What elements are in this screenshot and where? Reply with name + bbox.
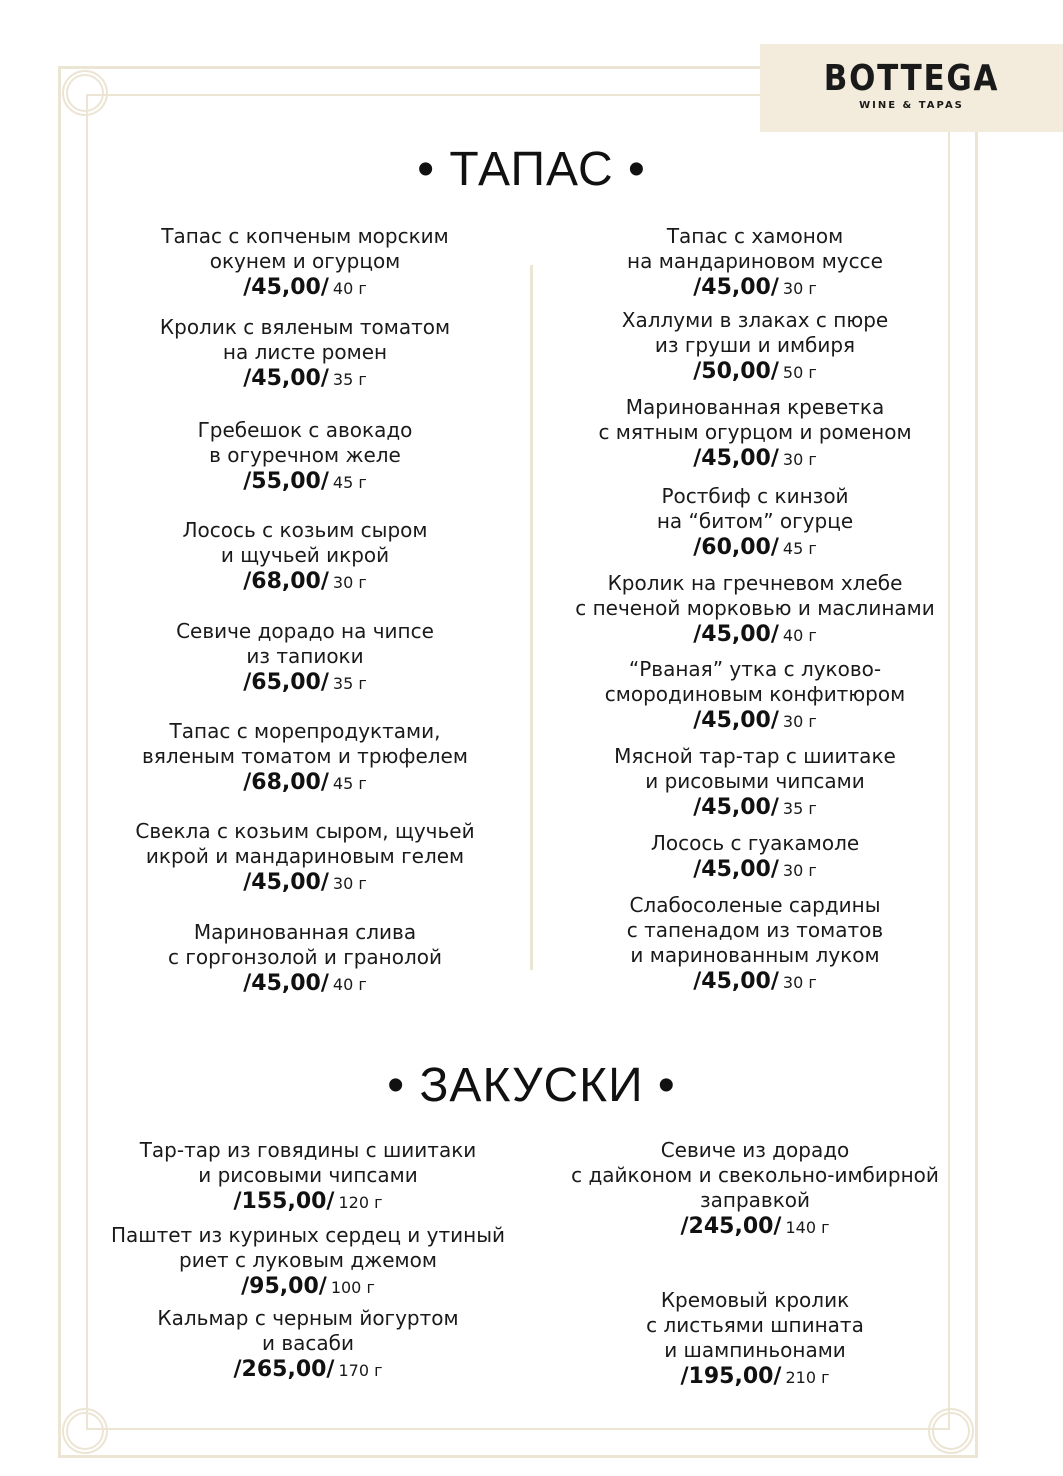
menu-item [545, 831, 965, 885]
menu-item-name: и шампиньонами [664, 1338, 846, 1362]
menu-item-price: /55,00/ [243, 469, 329, 494]
menu-item-price: /45,00/ [243, 275, 329, 300]
menu-item [545, 657, 965, 736]
menu-item-name: “Рваная” утка с луково- [628, 657, 882, 681]
menu-item-weight: 35 г [332, 370, 367, 389]
menu-item-price-line [545, 856, 965, 885]
menu-item-price: /68,00/ [243, 770, 329, 795]
menu-item-name: и рисовыми чипсами [645, 769, 865, 793]
menu-item [545, 893, 965, 997]
menu-item-name: Халлуми в злаках с пюре [621, 308, 889, 332]
menu-item [540, 1138, 970, 1242]
menu-item-weight: 30 г [782, 861, 817, 880]
menu-item-price-line [95, 869, 515, 898]
menu-item-name: на “битом” огурце [656, 509, 854, 533]
menu-item-weight: 120 г [338, 1193, 383, 1212]
brand-logo [760, 44, 1063, 132]
menu-item-price-line [545, 621, 965, 650]
menu-item [95, 719, 515, 798]
column-divider [530, 265, 533, 970]
menu-item-weight: 100 г [330, 1278, 375, 1297]
menu-item [545, 744, 965, 823]
menu-item-price: /265,00/ [233, 1357, 335, 1382]
menu-item [95, 518, 515, 597]
menu-item-price-line [88, 1273, 528, 1302]
menu-item-name: в огуречном желе [209, 443, 401, 467]
menu-item [95, 819, 515, 898]
menu-item-name: риет с луковым джемом [179, 1248, 437, 1272]
menu-item-name: вяленым томатом и трюфелем [142, 744, 468, 768]
menu-item-price: /68,00/ [243, 569, 329, 594]
menu-item-name: с мятным огурцом и роменом [598, 420, 912, 444]
menu-item-name: и маринованным луком [630, 943, 880, 967]
menu-item-price: /45,00/ [693, 969, 779, 994]
menu-item [95, 224, 515, 303]
menu-item-price-line [95, 365, 515, 394]
menu-item-name: Лосось с гуакамоле [650, 831, 860, 855]
menu-item [540, 1288, 970, 1392]
menu-item-name: Тар-тар из говядины с шиитаки [139, 1138, 477, 1162]
menu-item-price: /245,00/ [680, 1214, 782, 1239]
menu-item-name: Севиче дорадо на чипсе [176, 619, 434, 643]
menu-item-name: и рисовыми чипсами [198, 1163, 418, 1187]
menu-item-weight: 40 г [332, 279, 367, 298]
menu-item-price: /60,00/ [693, 535, 779, 560]
menu-item-name: с дайконом и свекольно-имбирной [571, 1163, 939, 1187]
menu-item-price-line [545, 794, 965, 823]
menu-item-price-line [88, 1188, 528, 1217]
menu-item-name: икрой и мандариновым гелем [145, 844, 465, 868]
menu-item [545, 308, 965, 387]
menu-item-name: и васаби [262, 1331, 354, 1355]
menu-item-name: Кролик с вяленым томатом [159, 315, 451, 339]
menu-item-price: /195,00/ [680, 1364, 782, 1389]
menu-item [95, 315, 515, 394]
menu-item-price-line [545, 358, 965, 387]
menu-item-weight: 45 г [782, 539, 817, 558]
menu-item-name: Кальмар с черным йогуртом [157, 1306, 459, 1330]
menu-item [95, 619, 515, 698]
corner-ornament-bottom-right [928, 1408, 974, 1454]
menu-item [545, 484, 965, 563]
menu-item-price: /45,00/ [693, 795, 779, 820]
menu-item [545, 224, 965, 303]
menu-item-name: и щучьей икрой [220, 543, 390, 567]
menu-item-name: Тапас с копченым морским [161, 224, 449, 248]
menu-item-weight: 140 г [785, 1218, 830, 1237]
menu-item-weight: 35 г [782, 799, 817, 818]
menu-item-weight: 35 г [332, 674, 367, 693]
menu-item-price: /45,00/ [243, 870, 329, 895]
menu-item-price-line [95, 274, 515, 303]
menu-item-weight: 30 г [782, 450, 817, 469]
menu-item-price-line [95, 769, 515, 798]
menu-item-price-line [540, 1363, 970, 1392]
menu-item-price: /45,00/ [693, 857, 779, 882]
menu-item-price-line [95, 970, 515, 999]
menu-item-weight: 30 г [782, 712, 817, 731]
menu-item-price: /45,00/ [693, 446, 779, 471]
menu-item-name: Ростбиф с кинзой [661, 484, 849, 508]
menu-item-weight: 40 г [332, 975, 367, 994]
menu-item-name: Мясной тар-тар с шиитаке [614, 744, 896, 768]
menu-item-name: Паштет из куриных сердец и утиный [110, 1223, 506, 1247]
menu-item-weight: 40 г [782, 626, 817, 645]
menu-item-price: /45,00/ [693, 708, 779, 733]
menu-item-price: /45,00/ [243, 971, 329, 996]
menu-item-name: с горгонзолой и гранолой [167, 945, 442, 969]
menu-item-name: на листе ромен [222, 340, 388, 364]
menu-item-name: окунем и огурцом [209, 249, 401, 273]
menu-item-weight: 45 г [332, 774, 367, 793]
menu-item [545, 395, 965, 474]
menu-item-price: /45,00/ [693, 275, 779, 300]
section-title-snacks: • ЗАКУСКИ • [387, 1059, 676, 1112]
menu-item [88, 1223, 528, 1302]
corner-ornament-bottom-left [62, 1408, 108, 1454]
menu-item-name: Кремовый кролик [660, 1288, 850, 1312]
menu-item-weight: 45 г [332, 473, 367, 492]
menu-item-weight: 170 г [338, 1361, 383, 1380]
menu-item [95, 418, 515, 497]
menu-item-weight: 210 г [785, 1368, 830, 1387]
menu-item-name: с тапенадом из томатов [626, 918, 884, 942]
menu-item-weight: 30 г [782, 279, 817, 298]
menu-item-price-line [545, 534, 965, 563]
section-title-tapas: • ТАПАС • [417, 143, 646, 196]
menu-item-price-line [95, 568, 515, 597]
menu-item-price-line [545, 274, 965, 303]
menu-item [88, 1138, 528, 1217]
menu-item-name: Маринованная креветка [625, 395, 885, 419]
menu-item-price: /65,00/ [243, 670, 329, 695]
brand-name: BOTTEGA [823, 58, 1000, 99]
menu-item-name: Тапас с морепродуктами, [169, 719, 441, 743]
menu-item-price-line [545, 445, 965, 474]
menu-item-name: с листьями шпината [646, 1313, 864, 1337]
menu-item-price: /50,00/ [693, 359, 779, 384]
menu-item [545, 571, 965, 650]
menu-item-name: Кролик на гречневом хлебе [607, 571, 903, 595]
menu-item-price-line [88, 1356, 528, 1385]
menu-item-name: Свекла с козьим сыром, щучьей [135, 819, 475, 843]
menu-item-name: Гребешок с авокадо [197, 418, 413, 442]
menu-item-weight: 50 г [782, 363, 817, 382]
menu-item-price-line [95, 468, 515, 497]
menu-item-price: /45,00/ [243, 366, 329, 391]
menu-item-weight: 30 г [332, 573, 367, 592]
corner-ornament-top-left [62, 70, 108, 116]
menu-item-weight: 30 г [782, 973, 817, 992]
menu-item-price-line [545, 707, 965, 736]
menu-item [88, 1306, 528, 1385]
menu-item-name: заправкой [699, 1188, 811, 1212]
menu-item-price-line [95, 669, 515, 698]
menu-item-name: на мандариновом муссе [627, 249, 883, 273]
menu-item-name: с печеной морковью и маслинами [575, 596, 935, 620]
menu-item-price-line [540, 1213, 970, 1242]
menu-item [95, 920, 515, 999]
menu-item-price: /95,00/ [241, 1274, 327, 1299]
menu-item-name: Маринованная слива [193, 920, 417, 944]
menu-item-price: /45,00/ [693, 622, 779, 647]
brand-tagline: WINE & TAPAS [859, 100, 964, 111]
menu-item-price-line [545, 968, 965, 997]
menu-item-price: /155,00/ [233, 1189, 335, 1214]
menu-item-weight: 30 г [332, 874, 367, 893]
menu-item-name: Тапас с хамоном [666, 224, 844, 248]
menu-item-name: Лосось с козьим сыром [182, 518, 428, 542]
menu-item-name: Севиче из дорадо [660, 1138, 850, 1162]
menu-item-name: смородиновым конфитюром [604, 682, 906, 706]
menu-item-name: Слабосоленые сардины [629, 893, 881, 917]
menu-item-name: из тапиоки [246, 644, 364, 668]
menu-item-name: из груши и имбиря [654, 333, 856, 357]
